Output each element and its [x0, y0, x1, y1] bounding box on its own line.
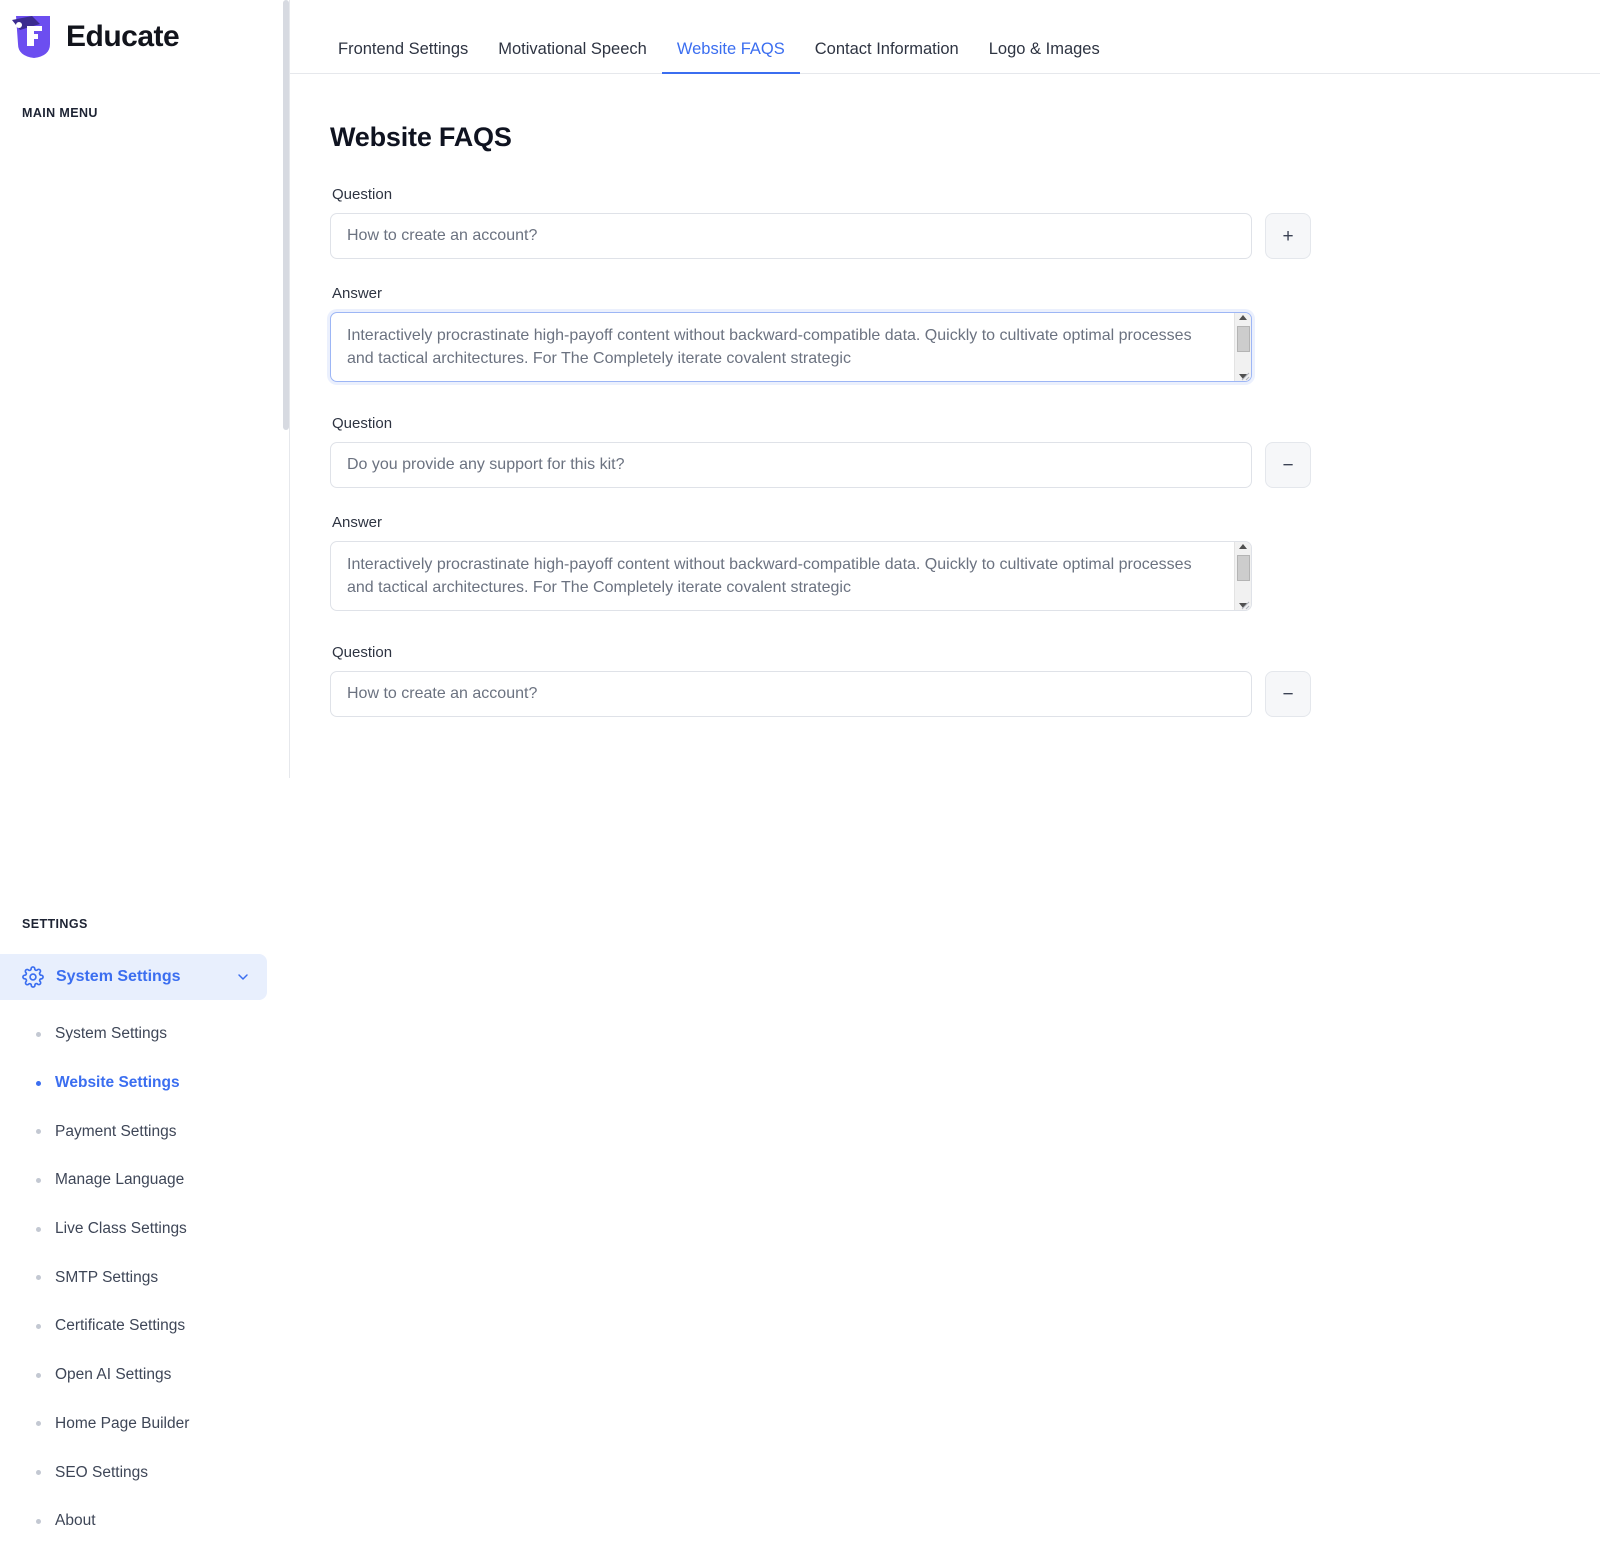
sidebar-scrollbar[interactable] — [283, 0, 289, 778]
bullet-icon — [36, 1129, 41, 1134]
sidebar-item-label: SMTP Settings — [55, 1268, 159, 1286]
tab-frontend-settings[interactable]: Frontend Settings — [338, 39, 469, 58]
sidebar-item-label: Live Class Settings — [55, 1220, 187, 1238]
add-faq-button[interactable]: + — [1265, 213, 1311, 259]
answer-label: Answer — [332, 285, 383, 303]
sidebar-item-about[interactable] — [0, 1497, 289, 1546]
tab-website-faqs[interactable]: Website FAQS — [662, 41, 800, 74]
scroll-up-icon[interactable] — [1239, 315, 1247, 320]
bullet-icon — [36, 1081, 41, 1086]
sidebar-item-label: Certificate Settings — [55, 1317, 186, 1335]
sidebar-scrollbar-thumb[interactable] — [283, 0, 289, 430]
remove-faq-button[interactable]: − — [1265, 442, 1311, 488]
sidebar-item-open-ai-settings[interactable] — [0, 1351, 289, 1400]
question-input[interactable] — [330, 442, 1252, 488]
question-label: Question — [332, 644, 393, 662]
sidebar-group-system-settings[interactable] — [0, 954, 267, 1000]
bullet-icon — [36, 1519, 41, 1524]
sidebar-item-label: SEO Settings — [55, 1463, 149, 1481]
answer-textarea[interactable] — [330, 312, 1252, 382]
faq-item — [330, 415, 1600, 611]
sidebar-item-label: Payment Settings — [55, 1122, 177, 1140]
resize-grip-icon[interactable] — [1238, 597, 1250, 609]
tab-contact-information[interactable]: Contact Information — [814, 39, 959, 58]
bullet-icon — [36, 1324, 41, 1329]
sidebar-item-certificate-settings[interactable] — [0, 1302, 289, 1351]
question-row — [330, 442, 1600, 488]
sidebar — [0, 0, 290, 1530]
scrollbar-thumb[interactable] — [1237, 326, 1250, 352]
sidebar-group-label: System Settings — [56, 968, 181, 985]
sidebar-item-payment-settings[interactable] — [0, 1107, 289, 1156]
sidebar-item-website-settings[interactable] — [0, 1059, 289, 1108]
sidebar-item-label: Open AI Settings — [55, 1366, 172, 1384]
sidebar-item-system-settings[interactable] — [0, 1010, 289, 1059]
page-title: Website FAQS — [330, 122, 512, 153]
bullet-icon — [36, 1373, 41, 1378]
settings-tabs — [290, 0, 1600, 74]
question-input[interactable] — [330, 213, 1252, 259]
faq-list — [290, 186, 1600, 717]
sidebar-item-manage-language[interactable] — [0, 1156, 289, 1205]
brand-name: Educate — [66, 20, 180, 53]
scroll-up-icon[interactable] — [1239, 544, 1247, 549]
answer-textarea[interactable] — [330, 541, 1252, 611]
answer-field — [330, 541, 1252, 611]
resize-grip-icon[interactable] — [1238, 368, 1250, 380]
sidebar-item-seo-settings[interactable] — [0, 1448, 289, 1497]
question-row — [330, 671, 1600, 717]
sidebar-item-label: About — [55, 1512, 96, 1530]
remove-faq-button[interactable]: − — [1265, 671, 1311, 717]
sidebar-item-live-class-settings[interactable] — [0, 1205, 289, 1254]
main-content — [290, 0, 1600, 778]
bullet-icon — [36, 1227, 41, 1232]
bullet-icon — [36, 1421, 41, 1426]
tab-logo-and-images[interactable]: Logo & Images — [988, 39, 1100, 58]
bullet-icon — [36, 1275, 41, 1280]
sidebar-section-main-menu: MAIN MENU — [0, 106, 289, 884]
question-row — [330, 213, 1600, 259]
sidebar-item-label: Home Page Builder — [55, 1414, 190, 1432]
bullet-icon — [36, 1470, 41, 1475]
faq-item — [330, 644, 1600, 717]
sidebar-subnav — [0, 1010, 289, 1546]
sidebar-item-label: Manage Language — [55, 1171, 185, 1189]
answer-field — [330, 312, 1252, 382]
graduation-cap-logo-icon — [10, 14, 56, 60]
tab-motivational-speech[interactable]: Motivational Speech — [498, 39, 647, 58]
question-input[interactable] — [330, 671, 1252, 717]
chevron-down-icon[interactable] — [235, 969, 251, 985]
gear-icon — [22, 966, 44, 988]
sidebar-section-settings: SETTINGS — [22, 917, 88, 931]
faq-item — [330, 186, 1600, 382]
sidebar-item-label: Website Settings — [55, 1074, 180, 1092]
sidebar-item-label: System Settings — [55, 1025, 167, 1043]
sidebar-item-home-page-builder[interactable] — [0, 1400, 289, 1449]
question-label: Question — [332, 415, 393, 433]
sidebar-item-smtp-settings[interactable] — [0, 1253, 289, 1302]
brand[interactable] — [0, 0, 289, 70]
bullet-icon — [36, 1032, 41, 1037]
bullet-icon — [36, 1178, 41, 1183]
scrollbar-thumb[interactable] — [1237, 555, 1250, 581]
answer-label: Answer — [332, 514, 383, 532]
question-label: Question — [332, 186, 393, 204]
